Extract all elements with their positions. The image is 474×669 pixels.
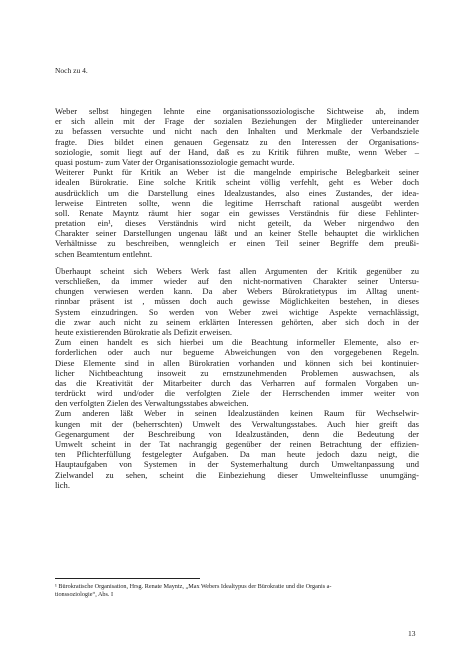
text-line: Zielwandel zu sehen, scheint die Einbeziehung dieser Umwelteinflusse unumgäng- [55,469,419,480]
text-line: ten Pflichterfüllung festgelegter Aufgaben. Da man heute jedoch dazu neigt, die [55,449,419,460]
text-line: fragte. Dies bildet einen genauen Gegensatz zu den Interessen der Organisations- [55,136,419,147]
text-line: das die Kreativität der Mitarbeiter durch das Verharren auf formalen Vorgaben un- [55,377,419,388]
footnote-line: ¹ Bürokratische Organisation, Hrsg. Renate Mayntz, „Max Webers Idealtypus der Bürokratie und die Organis a- [55,583,332,590]
text-line: zu befassen versuchte und nicht nach den Inhalten und Merkmale der Verbandsziele [55,126,419,137]
paragraph-3 [55,266,419,490]
footnote-divider [55,578,200,579]
text-line: licher Nichtbeachtung insoweit zu ernstzunehmenden Problemen auswachsen, als [55,367,419,378]
text-line: soziologie, somit liegt auf der Hand, daß es zu Kritik führen mußte, wenn Weber – [55,146,419,157]
text-line: Überhaupt scheint sich Webers Werk fast allen Argumenten der Kritik gegenüber zu [55,265,419,276]
text-line: ausdrücklich um die Darstellung eines Idealzustandes, also eines Zustandes, der idea- [55,187,419,198]
text-line: Charakter seiner Darstellungen ungenau läßt und an keiner Stelle behauptet die wirklichen [55,228,419,239]
text-line: Weiterer Punkt für Kritik an Weber ist die mangelnde empirische Belegbarkeit seiner [55,167,419,178]
text-line: rinnbar präsent ist , müssen doch auch gewisse Möglichkeiten bestehen, in dieses [55,296,419,307]
text-line: chungen verwiesen werden kann. Da aber Webers Bürokratietypus im Alltag unent- [55,286,419,297]
text-line: terdrückt wird und/oder die verfolgten Ziele der Herrschenden immer weiter von [55,388,419,399]
text-line: lich. [55,479,70,490]
footnotes [55,583,425,600]
text-line: verschließen, da immer wieder auf den nicht-normativen Charakter seiner Untersu- [55,276,419,286]
text-line: Zum einen handelt es sich hierbei um die Beachtung informeller Elemente, also er- [55,337,419,348]
text-line: er sich allein mit der Frage der sozialen Beziehungen der Mitglieder untereinander [55,116,419,127]
text-line: Weber selbst hingegen lehnte eine organisationssoziologische Sichtweise ab, indem [55,106,419,116]
footnote-line: tionssoziologie“, Abs. I [55,591,114,599]
text-line: soll. Renate Mayntz räumt hier sogar ein gewisses Verständnis für diese Fehlinter- [55,207,419,218]
text-line: schen Beamtentum entlehnt. [55,248,153,259]
text-line: lerweise Eintreten sollte, wenn die legitime Herrschaft rational ausgeübt werden [55,197,419,208]
text-line: Diese Elemente sind in allen Bürokratien vorhanden und können sich bei kontinuier- [55,357,419,368]
text-line: Umwelt scheint in der Tat nachrangig gegenüber der reinen Betrachtung der effizien- [55,439,419,449]
text-line: quasi postum- zum Vater der Organisationssoziologie gemacht wurde. [55,156,295,167]
text-line: System einzudringen. So werden von Weber zwei wichtige Aspekte vernachlässigt, [55,306,419,317]
text-line: den verfolgten Zielen des Verwaltungsstabes abweichen. [55,398,249,409]
text-line: Hauptaufgaben von Systemen in der Systemerhaltung durch Umweltanpassung und [55,459,419,470]
text-line: kungen mit der (beherrschten) Umwelt des Verwaltungsstabes. Auch hier greift das [55,418,419,429]
text-line: Zum anderen läßt Weber in seinen Idealzuständen keinen Raum für Wechselwir- [55,408,419,419]
section-note: Noch zu 4. [55,66,88,75]
text-line: forderlichen oder auch nur begueme Abweichungen von den vorgegebenen Regeln. [55,347,419,358]
text-line: Verhältnisse zu beschreiben, wenngleich er einen Teil seiner Begriffe dem preußi- [55,238,419,249]
paragraph-gap [55,259,419,266]
text-line: heute existierenden Bürokratie als Defizit erweisen. [55,326,233,337]
text-line: die zwar auch nicht zu seinem erklärten Interessen gehörten, aber sich doch in der [55,316,419,327]
text-line: Gegenargument der Beschreibung von Idealzuständen, denn die Bedeutung der [55,428,419,439]
body-text [55,106,419,490]
text-line: pretation ein¹, dieses Verständnis wird nicht geteilt, da Weber nirgendwo den [55,218,419,229]
text-line: idealen Bürokratie. Eine solche Kritik scheint völlig verfehlt, geht es Weber doch [55,177,419,188]
page-number: 13 [408,629,416,638]
paragraph-1 [55,106,419,167]
paragraph-2 [55,167,419,259]
